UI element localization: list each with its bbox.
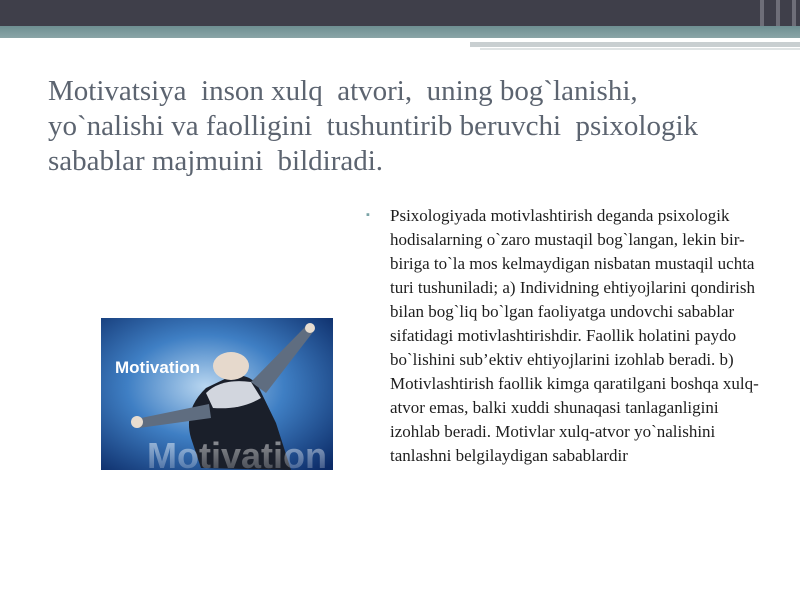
teal-accent-band	[0, 26, 800, 38]
decor-line	[480, 48, 800, 50]
body-text-list	[366, 204, 761, 468]
list-item	[366, 204, 761, 468]
decor-line	[470, 42, 800, 47]
slide-title: Motivatsiya inson xulq atvori, uning bog`lanishi, yo`nalishi va faolligini tushuntirib beruvchi psixologik sabablar majmuini bildiradi.	[48, 75, 699, 177]
top-decor-bar	[0, 0, 800, 26]
decor-tick	[776, 0, 780, 26]
image-label-top: Motivation	[115, 358, 200, 377]
motivation-image	[101, 318, 333, 470]
body-paragraph: Psixologiyada motivlashtirish deganda psixologik hodisalarning o`zaro mustaqil bog`langan, lekin bir-biriga to`la mos kelmaydigan nisbatan mustaqil uchta turi tushuniladi; a) Individning ehtiyojlarini qondirish bilan bog`liq bo`lgan faoliyatga undovchi sabablar sifatidagi motivlashtirishdir. Faollik holatini paydo bo`lishini sub’ektiv ehtiyojlarini izohlab beradi. b) Motivlashtirish faollik kimga qaratilgani boshqa xulq-atvor emas, balki xuddi shunaqasi tanlaganligini izohlab beradi. Motivlar xulq-atvor yo`nalishini tanlashni belgilaydigan sabablardir	[390, 206, 759, 465]
decor-tick	[760, 0, 764, 26]
decor-tick	[792, 0, 796, 26]
bullet-square-icon: ▪	[366, 209, 370, 221]
image-label-bottom: Motivation	[147, 435, 327, 470]
